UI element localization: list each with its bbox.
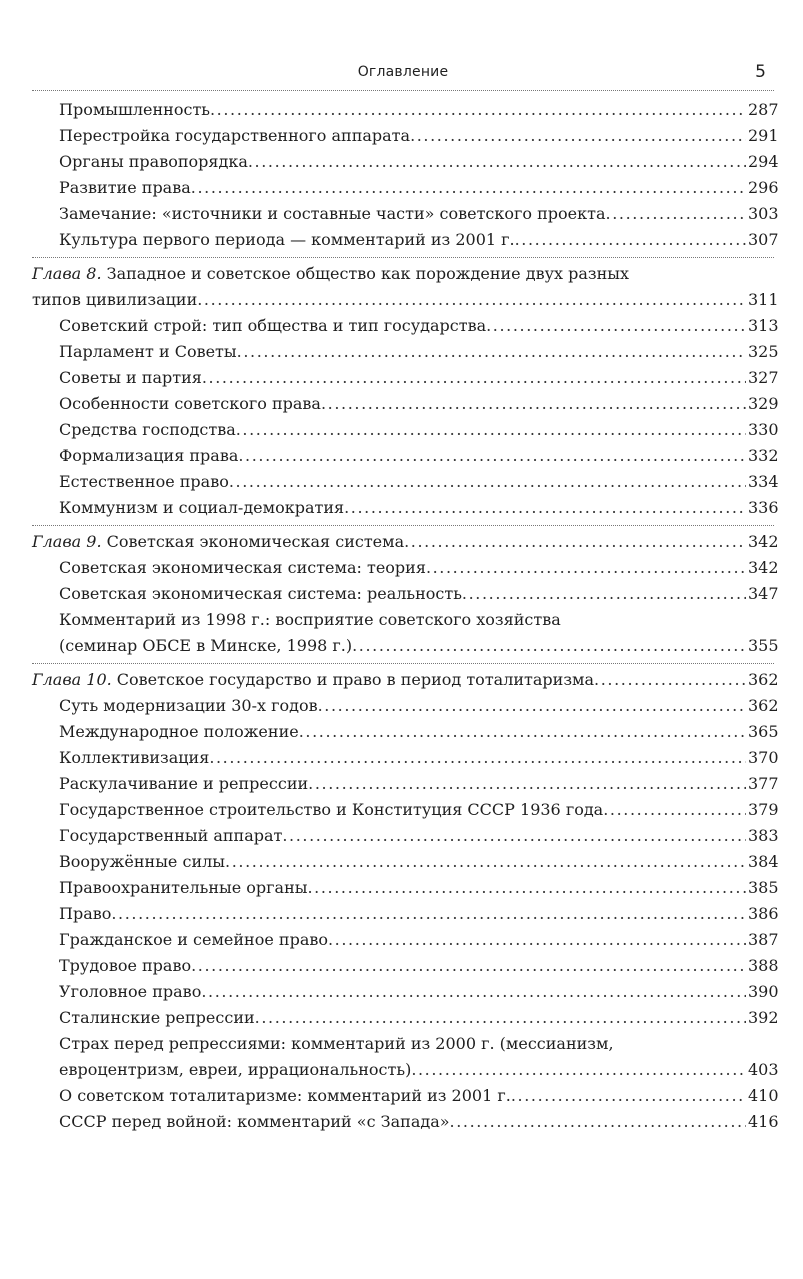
toc-entry[interactable] bbox=[32, 175, 779, 201]
toc-entry-page: 307 bbox=[748, 230, 779, 249]
toc-block-previous-chapter bbox=[32, 91, 779, 258]
toc-entry-title: Раскулачивание и репрессии bbox=[59, 774, 309, 793]
toc-entry-title: Государственное строительство и Конституция СССР 1936 года bbox=[59, 800, 604, 819]
toc-entry-title: Суть модернизации 30-х годов bbox=[59, 696, 318, 715]
toc-entry-page: 410 bbox=[748, 1086, 779, 1105]
dot-leader bbox=[426, 555, 746, 581]
toc-entry[interactable] bbox=[32, 849, 779, 875]
toc-entry-page: 291 bbox=[748, 126, 779, 145]
dot-leader bbox=[307, 875, 746, 901]
toc-entry[interactable] bbox=[32, 1057, 779, 1083]
chapter-9-title-text bbox=[32, 529, 404, 555]
dot-leader bbox=[328, 927, 746, 953]
dot-leader bbox=[191, 175, 746, 201]
dot-leader bbox=[191, 953, 746, 979]
dot-leader bbox=[486, 313, 746, 339]
toc-entry-title: (семинар ОБСЕ в Минске, 1998 г.) bbox=[59, 636, 353, 655]
chapter-9-heading[interactable] bbox=[32, 529, 779, 555]
toc-entry-page: 325 bbox=[748, 342, 779, 361]
dot-leader bbox=[321, 391, 746, 417]
toc-entry-title: Культура первого периода — комментарий из 2001 г. bbox=[59, 230, 515, 249]
toc-entry[interactable] bbox=[32, 201, 779, 227]
dot-leader bbox=[210, 97, 746, 123]
dot-leader bbox=[209, 745, 746, 771]
toc-entry-page: 379 bbox=[748, 800, 779, 819]
dot-leader bbox=[344, 495, 746, 521]
toc-entry-title: Естественное право bbox=[59, 472, 229, 491]
chapter-8-label: Глава 8. bbox=[32, 264, 102, 283]
toc-entry[interactable] bbox=[32, 469, 779, 495]
chapter-8-heading-line1[interactable] bbox=[32, 261, 774, 287]
toc-entry-title: Трудовое право bbox=[59, 956, 192, 975]
toc-entry-title: Сталинские репрессии bbox=[59, 1008, 255, 1027]
chapter-10-label: Глава 10. bbox=[32, 670, 112, 689]
toc-entry[interactable] bbox=[32, 555, 779, 581]
dot-leader bbox=[450, 1109, 746, 1135]
toc-entry[interactable] bbox=[32, 1083, 779, 1109]
toc-entry-title: Вооружённые силы bbox=[59, 852, 226, 871]
toc-entry[interactable] bbox=[32, 227, 779, 253]
toc-entry[interactable] bbox=[32, 633, 779, 659]
toc-entry-title: Органы правопорядка bbox=[59, 152, 248, 171]
running-head bbox=[32, 60, 774, 91]
chapter-8-title-line1: Западное и советское общество как порождение двух разных bbox=[101, 264, 630, 283]
dot-leader bbox=[515, 227, 746, 253]
dot-leader bbox=[202, 365, 746, 391]
dot-leader bbox=[404, 529, 746, 555]
toc-entry-title: Перестройка государственного аппарата bbox=[59, 126, 411, 145]
dot-leader bbox=[237, 339, 746, 365]
toc-entry-title: Развитие права bbox=[59, 178, 191, 197]
toc-entry-title: Советский строй: тип общества и тип государства bbox=[59, 316, 487, 335]
dot-leader bbox=[462, 581, 746, 607]
toc-entry[interactable] bbox=[32, 927, 779, 953]
toc-entry-page: 385 bbox=[748, 878, 779, 897]
dot-leader bbox=[606, 201, 746, 227]
dot-leader bbox=[308, 771, 746, 797]
toc-entry[interactable] bbox=[32, 97, 779, 123]
toc-entry-page: 403 bbox=[748, 1060, 779, 1079]
toc-entry[interactable] bbox=[32, 313, 779, 339]
toc-entry-page: 329 bbox=[748, 394, 779, 413]
toc-entry-title: Коллективизация bbox=[59, 748, 210, 767]
toc-entry[interactable] bbox=[32, 979, 779, 1005]
chapter-9-page: 342 bbox=[748, 532, 779, 551]
toc-entry[interactable] bbox=[32, 693, 779, 719]
toc-entry[interactable] bbox=[32, 953, 779, 979]
toc-entry[interactable] bbox=[32, 745, 779, 771]
toc-entry[interactable] bbox=[32, 123, 779, 149]
toc-entry[interactable] bbox=[32, 365, 779, 391]
running-head-title: Оглавление bbox=[357, 64, 449, 80]
toc-block-chapter-8 bbox=[32, 258, 779, 526]
toc-block-chapter-10 bbox=[32, 664, 779, 1139]
dot-leader bbox=[255, 1005, 746, 1031]
dot-leader bbox=[201, 979, 746, 1005]
toc-entry[interactable] bbox=[32, 149, 779, 175]
toc-block-chapter-9 bbox=[32, 526, 779, 664]
chapter-10-page: 362 bbox=[748, 670, 779, 689]
dot-leader bbox=[410, 123, 746, 149]
toc-entry-title: Гражданское и семейное право bbox=[59, 930, 328, 949]
toc-entry-title: Средства господства bbox=[59, 420, 236, 439]
toc-entry-page: 416 bbox=[748, 1112, 779, 1131]
toc-entry-title: Парламент и Советы bbox=[59, 342, 237, 361]
toc-entry-page: 330 bbox=[748, 420, 779, 439]
toc-entry[interactable] bbox=[32, 771, 779, 797]
dot-leader bbox=[236, 417, 746, 443]
toc-entry-page: 365 bbox=[748, 722, 779, 741]
toc-entry[interactable] bbox=[32, 1109, 779, 1135]
toc-page bbox=[32, 60, 779, 1139]
toc-entry-page: 327 bbox=[748, 368, 779, 387]
toc-entry-page: 334 bbox=[748, 472, 779, 491]
toc-entry-title: Замечание: «источники и составные части» советского проекта bbox=[59, 204, 606, 223]
toc-entry-page: 388 bbox=[748, 956, 779, 975]
toc-entry-title: Государственный аппарат bbox=[59, 826, 283, 845]
toc-entry[interactable] bbox=[32, 901, 779, 927]
chapter-10-title-text bbox=[32, 667, 594, 693]
toc-entry-title: Коммунизм и социал-демократия bbox=[59, 498, 345, 517]
toc-entry-title: Международное положение bbox=[59, 722, 299, 741]
toc-entry-page: 377 bbox=[748, 774, 779, 793]
toc-entry-page: 370 bbox=[748, 748, 779, 767]
toc-entry[interactable] bbox=[32, 875, 779, 901]
toc-entry-page: 386 bbox=[748, 904, 779, 923]
toc-entry-title: евроцентризм, евреи, иррациональность) bbox=[59, 1060, 412, 1079]
dot-leader bbox=[594, 667, 746, 693]
toc-entry-page: 384 bbox=[748, 852, 779, 871]
dot-leader bbox=[282, 823, 746, 849]
toc-entry-page: 296 bbox=[748, 178, 779, 197]
toc-entry[interactable] bbox=[32, 823, 779, 849]
toc-entry-line1[interactable]: Комментарий из 1998 г.: восприятие советского хозяйства bbox=[59, 610, 561, 629]
toc-entry[interactable] bbox=[32, 417, 779, 443]
toc-entry-page: 390 bbox=[748, 982, 779, 1001]
chapter-10-heading[interactable] bbox=[32, 667, 779, 693]
toc-entry-title: СССР перед войной: комментарий «с Запада» bbox=[59, 1112, 450, 1131]
toc-entry[interactable] bbox=[32, 719, 779, 745]
toc-entry-page: 294 bbox=[748, 152, 779, 171]
dot-leader bbox=[225, 849, 746, 875]
chapter-8-page: 311 bbox=[748, 290, 779, 309]
dot-leader bbox=[229, 469, 746, 495]
toc-entry-page: 362 bbox=[748, 696, 779, 715]
dot-leader bbox=[248, 149, 746, 175]
dot-leader bbox=[111, 901, 746, 927]
chapter-8-heading[interactable] bbox=[32, 287, 779, 313]
toc-entry-title: Формализация права bbox=[59, 446, 239, 465]
dot-leader bbox=[299, 719, 746, 745]
chapter-9-title: Советская экономическая система bbox=[101, 532, 405, 551]
chapter-10-title: Советское государство и право в период тоталитаризма bbox=[111, 670, 595, 689]
dot-leader bbox=[238, 443, 746, 469]
toc-entry-page: 347 bbox=[748, 584, 779, 603]
toc-entry-title: Правоохранительные органы bbox=[59, 878, 308, 897]
toc-entry-page: 287 bbox=[748, 100, 779, 119]
toc-entry[interactable] bbox=[32, 495, 779, 521]
dot-leader bbox=[352, 633, 746, 659]
toc-entry[interactable] bbox=[32, 1005, 779, 1031]
toc-entry-page: 303 bbox=[748, 204, 779, 223]
chapter-8-title-line2: типов цивилизации bbox=[32, 290, 198, 309]
toc-entry-title: Особенности советского права bbox=[59, 394, 321, 413]
toc-entry[interactable] bbox=[32, 797, 779, 823]
toc-entry-page: 392 bbox=[748, 1008, 779, 1027]
dot-leader bbox=[511, 1083, 746, 1109]
toc-entry-title: Право bbox=[59, 904, 112, 923]
chapter-9-label: Глава 9. bbox=[32, 532, 102, 551]
toc-entry-page: 332 bbox=[748, 446, 779, 465]
toc-entry-title: Уголовное право bbox=[59, 982, 202, 1001]
toc-entry[interactable] bbox=[32, 581, 779, 607]
dot-leader bbox=[411, 1057, 746, 1083]
toc-entry-title: О советском тоталитаризме: комментарий из 2001 г. bbox=[59, 1086, 511, 1105]
toc-entry[interactable] bbox=[32, 391, 779, 417]
toc-entry[interactable] bbox=[32, 339, 779, 365]
toc-entry-page: 387 bbox=[748, 930, 779, 949]
toc-entry-title: Советская экономическая система: теория bbox=[59, 558, 426, 577]
dot-leader bbox=[197, 287, 746, 313]
page-number: 5 bbox=[755, 62, 766, 82]
dot-leader bbox=[603, 797, 746, 823]
toc-entry-title: Советская экономическая система: реальность bbox=[59, 584, 462, 603]
toc-entry-title: Промышленность bbox=[59, 100, 210, 119]
toc-entry-page: 355 bbox=[748, 636, 779, 655]
toc-entry-page: 336 bbox=[748, 498, 779, 517]
toc-entry-page: 342 bbox=[748, 558, 779, 577]
toc-entry-page: 383 bbox=[748, 826, 779, 845]
dot-leader bbox=[318, 693, 746, 719]
toc-entry-page: 313 bbox=[748, 316, 779, 335]
toc-entry-title: Советы и партия bbox=[59, 368, 202, 387]
toc-entry[interactable] bbox=[32, 443, 779, 469]
toc-entry-line1[interactable]: Страх перед репрессиями: комментарий из 2000 г. (мессианизм, bbox=[59, 1034, 614, 1053]
